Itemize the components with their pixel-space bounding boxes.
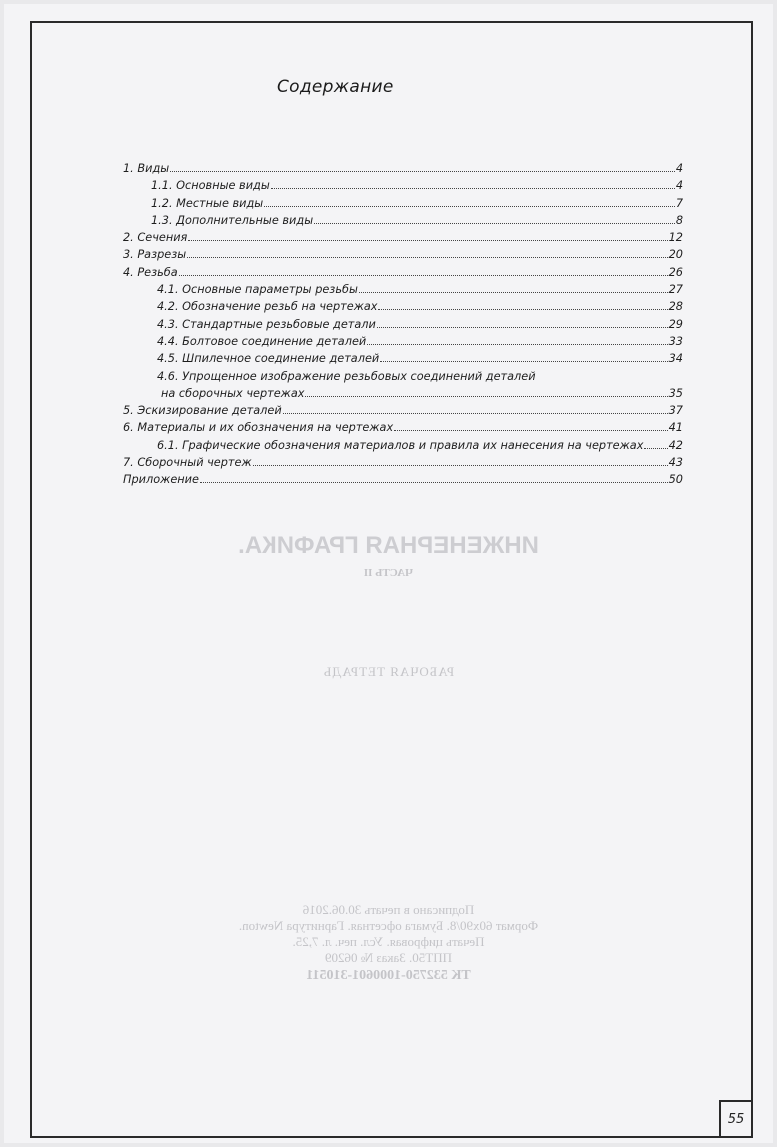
toc-item-label: 3. Разрезы: [123, 248, 187, 262]
toc-leader: [200, 482, 668, 483]
toc-item-page: 33: [668, 334, 683, 348]
toc-item-page: 43: [668, 456, 683, 470]
page-sheet: [4, 4, 773, 1143]
toc-item[interactable]: [123, 229, 683, 246]
toc-item-page: 27: [668, 283, 683, 297]
toc-item-continuation: [123, 385, 683, 402]
toc-item-page: 37: [668, 404, 683, 418]
toc-item[interactable]: [123, 419, 683, 436]
toc-item[interactable]: [123, 333, 683, 350]
toc-item-page: 12: [668, 231, 683, 245]
toc-leader: [253, 465, 668, 466]
toc-item-page: 34: [668, 352, 683, 366]
toc-item[interactable]: [123, 298, 683, 315]
toc-leader: [377, 327, 668, 328]
toc-item-page: 28: [668, 300, 683, 314]
toc-item-label: 1.1. Основные виды: [151, 179, 270, 193]
toc-item-label: 4.6. Упрощенное изображение резьбовых соединений деталей: [157, 369, 536, 383]
bleed-subheading: ЧАСТЬ II: [363, 567, 414, 579]
toc-item-label: 6.1. Графические обозначения материалов и правила их нанесения на чертежах: [157, 438, 644, 452]
toc-leader: [264, 206, 675, 207]
toc-leader: [187, 257, 667, 258]
toc-item[interactable]: [123, 402, 683, 419]
toc-item[interactable]: [123, 316, 683, 333]
toc-leader: [170, 171, 675, 172]
toc-item-label: 7. Сборочный чертеж: [123, 456, 252, 470]
toc-item-label: 2. Сечения: [123, 231, 188, 245]
toc-item-label: 6. Материалы и их обозначения на чертежах: [123, 421, 394, 435]
toc-item[interactable]: [123, 195, 683, 212]
toc-item[interactable]: [123, 281, 683, 298]
toc-leader: [179, 275, 668, 276]
toc-item-page: 26: [668, 265, 683, 279]
toc-leader: [188, 240, 667, 241]
toc-item-page: 35: [668, 386, 683, 400]
toc-item-label: 4.1. Основные параметры резьбы: [157, 283, 358, 297]
toc-item[interactable]: [123, 212, 683, 229]
toc-item-label: 1. Виды: [123, 162, 170, 175]
toc-leader: [271, 188, 675, 189]
toc-item-page: 29: [668, 317, 683, 331]
toc-leader: [367, 344, 667, 345]
page-title: Содержание: [277, 77, 394, 97]
toc-item-label: 1.3. Дополнительные виды: [151, 213, 314, 227]
toc-item[interactable]: [123, 437, 683, 454]
bleed-workbook: РАБОЧАЯ ТЕТРАДЬ: [322, 664, 455, 679]
page-number: 55: [719, 1100, 753, 1138]
toc-item[interactable]: [123, 246, 683, 263]
bleed-heading: ИНЖЕНЕРНАЯ ГРАФИКА.: [238, 532, 539, 559]
toc-leader: [380, 361, 667, 362]
toc-item-page: 50: [668, 473, 683, 487]
toc-item[interactable]: [123, 471, 683, 488]
toc-leader: [394, 430, 667, 431]
toc-item[interactable]: [123, 264, 683, 281]
toc-item-label: Приложение: [123, 473, 199, 487]
toc-item-page: 41: [668, 421, 683, 435]
toc-item-label: 4.2. Обозначение резьб на чертежах: [157, 300, 378, 314]
toc-item-label: 4.4. Болтовое соединение деталей: [157, 334, 367, 348]
toc-item-label-continued: на сборочных чертежах: [161, 386, 305, 400]
toc-item-label: 1.2. Местные виды: [151, 196, 264, 210]
toc-item[interactable]: [123, 160, 683, 177]
bleed-print: Печать цифровая. Усл. печ. л. 7,25.: [292, 934, 485, 949]
toc-item-label: 4. Резьба: [123, 265, 178, 279]
toc-item-page: 20: [668, 248, 683, 262]
toc-leader: [644, 448, 667, 449]
toc-item-label: 4.5. Шпилечное соединение деталей: [157, 352, 380, 366]
toc-leader: [359, 292, 668, 293]
toc-leader: [305, 396, 667, 397]
toc-item-page: 8: [675, 213, 683, 227]
bleed-signed: Подписано в печать 30.06.2016: [302, 902, 475, 917]
toc-item-page: 4: [675, 162, 683, 175]
table-of-contents: [123, 160, 683, 489]
toc-item-page: 4: [675, 179, 683, 193]
bleed-tk: ТК 532750-1000601-310511: [306, 968, 471, 983]
bleed-format: Формат 60х90/8. Бумага офсетная. Гарнитура Newton.: [238, 918, 539, 933]
bleed-order: ППТ50. Заказ № 06209: [325, 950, 452, 965]
toc-item-label: 5. Эскизирование деталей: [123, 404, 282, 418]
toc-item-label: 4.3. Стандартные резьбовые детали: [157, 317, 376, 331]
toc-item-page: 42: [668, 438, 683, 452]
toc-leader: [314, 223, 675, 224]
toc-item[interactable]: [123, 350, 683, 367]
toc-leader: [378, 309, 667, 310]
toc-item-page: 7: [675, 196, 683, 210]
toc-item[interactable]: [123, 177, 683, 194]
toc-item[interactable]: [123, 454, 683, 471]
toc-item-multiline[interactable]: [123, 368, 683, 403]
toc-leader: [283, 413, 668, 414]
